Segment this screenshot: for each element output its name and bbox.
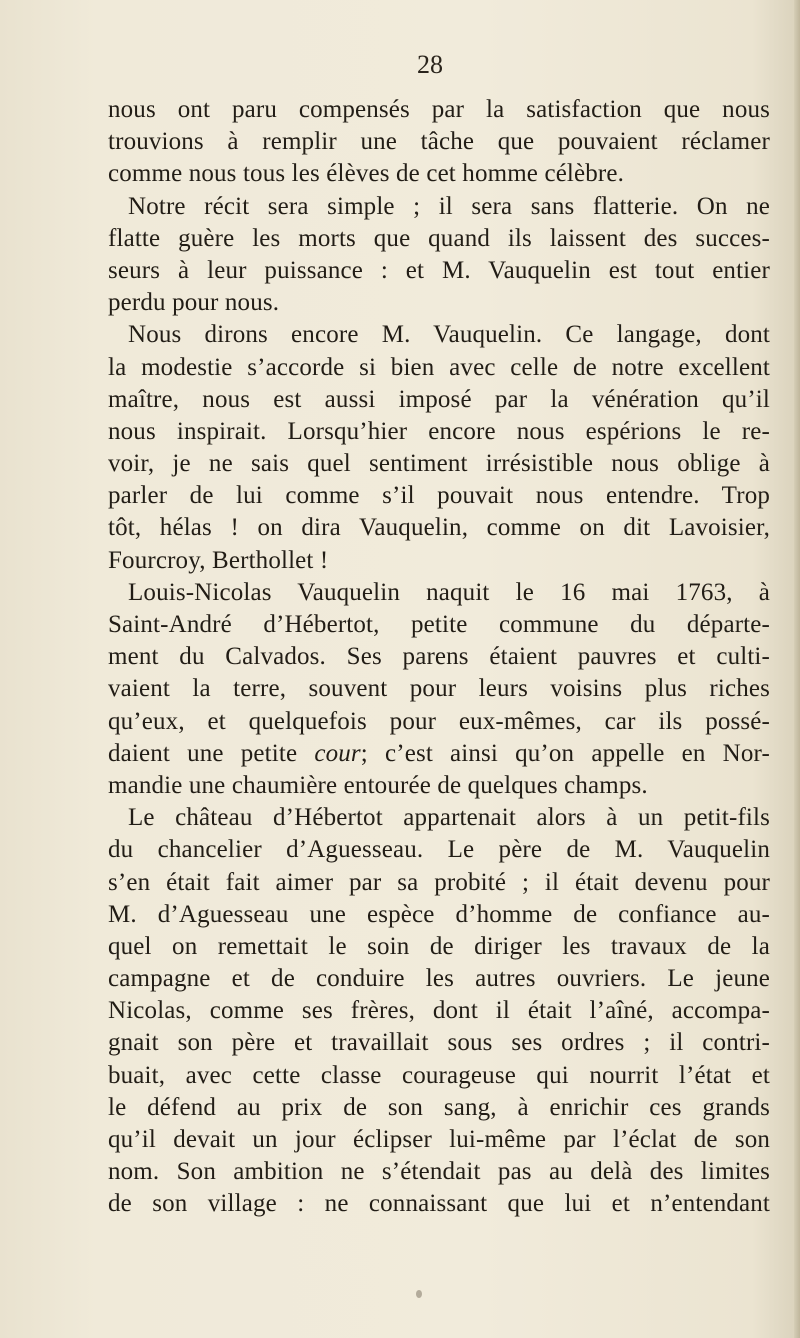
text-line: le défend au prix de son sang, à enrichir ces grands <box>108 1093 770 1121</box>
text-line: s’en était fait aimer par sa probité ; il était devenu pour <box>108 868 770 896</box>
text-line: mandie une chaumière entourée de quelques champs. <box>108 771 648 799</box>
paper-speck <box>416 1290 422 1298</box>
text-line: daient une petite cour; c’est ainsi qu’on appelle en Nor- <box>108 739 770 767</box>
text-line: tôt, hélas ! on dira Vauquelin, comme on dit Lavoisier, <box>108 514 770 542</box>
text-line: quel on remettait le soin de diriger les travaux de la <box>108 932 770 960</box>
text-line: du chancelier d’Aguesseau. Le père de M. Vauquelin <box>108 836 770 864</box>
text-line: buait, avec cette classe courageuse qui nourrit l’état et <box>108 1061 770 1089</box>
text-line: qu’eux, et quelquefois pour eux-mêmes, car ils possé- <box>108 707 770 735</box>
text-line: maître, nous est aussi imposé par la vénération qu’il <box>108 385 770 413</box>
text-line: Notre récit sera simple ; il sera sans flatterie. On ne <box>128 192 770 220</box>
text-line: Nicolas, comme ses frères, dont il était l’aîné, accompa- <box>108 997 770 1025</box>
text-line: Louis-Nicolas Vauquelin naquit le 16 mai 1763, à <box>128 578 770 606</box>
text-line: voir, je ne sais quel sentiment irrésistible nous oblige à <box>108 450 770 478</box>
text-line: seurs à leur puissance : et M. Vauquelin est tout entier <box>108 256 770 284</box>
text-line: comme nous tous les élèves de cet homme célèbre. <box>108 160 625 188</box>
text-line: Le château d’Hébertot appartenait alors à un petit-fils <box>128 804 770 832</box>
text-line: M. d’Aguesseau une espèce d’homme de confiance au- <box>108 900 770 928</box>
page-number: 28 <box>417 50 443 79</box>
text-line: nous inspirait. Lorsqu’hier encore nous espérions le re- <box>108 417 770 445</box>
page-edge <box>794 0 800 1338</box>
text-line: qu’il devait un jour éclipser lui-même par l’éclat de son <box>108 1126 770 1153</box>
text-line: la modestie s’accorde si bien avec celle de notre excellent <box>108 353 770 381</box>
text-line: trouvions à remplir une tâche que pouvaient réclamer <box>108 128 770 156</box>
text-line: de son village : ne connaissant que lui et n’entendant <box>108 1190 770 1218</box>
text-line: Fourcroy, Berthollet ! <box>108 546 329 574</box>
text-line: Saint-André d’Hébertot, petite commune du départe- <box>108 611 770 638</box>
text-line: parler de lui comme s’il pouvait nous entendre. Trop <box>108 482 770 510</box>
text-line: vaient la terre, souvent pour leurs voisins plus riches <box>108 675 770 703</box>
text-line: campagne et de conduire les autres ouvriers. Le jeune <box>108 965 770 993</box>
text-line: perdu pour nous. <box>108 289 280 317</box>
text-line: gnait son père et travaillait sous ses ordres ; il contri- <box>108 1029 770 1057</box>
italic-word: cour <box>314 739 361 767</box>
text-line: Nous dirons encore M. Vauquelin. Ce langage, dont <box>128 321 770 349</box>
text-line: nom. Son ambition ne s’étendait pas au delà des limites <box>108 1158 770 1186</box>
text-line: nous ont paru compensés par la satisfaction que nous <box>108 96 770 123</box>
text-line: ment du Calvados. Ses parens étaient pauvres et culti- <box>108 643 770 671</box>
text-line: flatte guère les morts que quand ils laissent des succes- <box>108 224 770 252</box>
body-text <box>108 94 770 1221</box>
